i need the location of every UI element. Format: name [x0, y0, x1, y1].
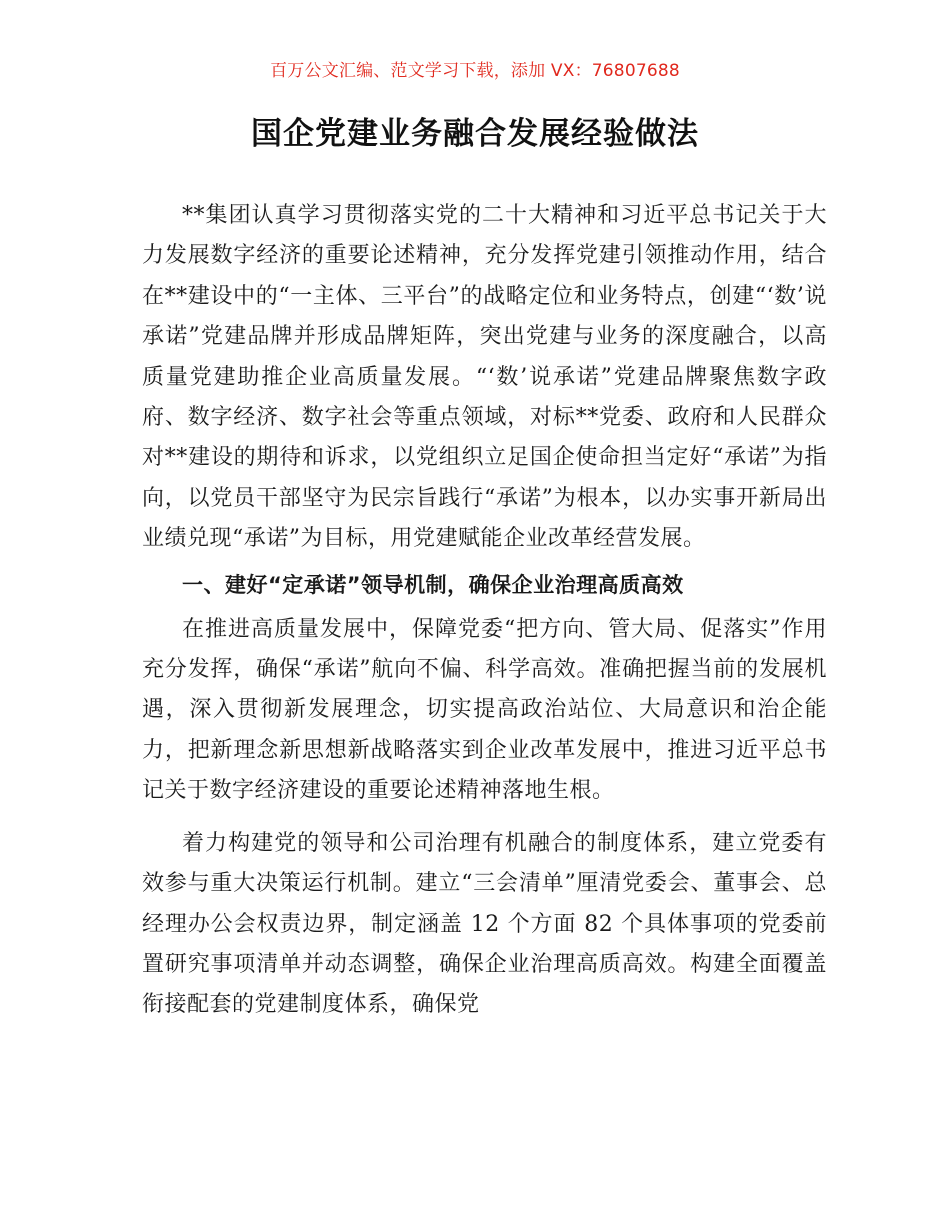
paragraph-intro: **集团认真学习贯彻落实党的二十大精神和习近平总书记关于大力发展数字经济的重要论述精神，充分发挥党建引领推动作用，结合在**建设中的“一主体、三平台”的战略定位和业务特点，创建“‘数’说承诺”党建品牌并形成品牌矩阵，突出党建与业务的深度融合，以高质量党建助推企业高质量发展。“‘数’说承诺”党建品牌聚焦数字政府、数字经济、数字社会等重点领域，对标**党委、政府和人民群众对**建设的期待和诉求，以党组织立足国企使命担当定好“承诺”为指向，以党员干部坚守为民宗旨践行“承诺”为根本，以办实事开新局出业绩兑现“承诺”为目标，用党建赋能企业改革经营发展。 — [142, 203, 827, 552]
paragraph-section1-a: 在推进高质量发展中，保障党委“把方向、管大局、促落实”作用充分发挥，确保“承诺”航向不偏、科学高效。准确把握当前的发展机遇，深入贯彻新发展理念，切实提高政治站位、大局意识和治企能力，把新理念新思想新战略落实到企业改革发展中，推进习近平总书记关于数字经济建设的重要论述精神落地生根。 — [142, 616, 827, 804]
document-title: 国企党建业务融合发展经验做法 — [251, 116, 699, 152]
document-body — [142, 196, 827, 1026]
section-heading-1: 一、建好“定承诺”领导机制，确保企业治理高质高效 — [182, 572, 684, 597]
promo-banner: 百万公文汇编、范文学习下载，添加 VX：76807688 — [270, 61, 680, 81]
paragraph-section1-b: 着力构建党的领导和公司治理有机融合的制度体系，建立党委有效参与重大决策运行机制。建立“三会清单”厘清党委会、董事会、总经理办公会权责边界，制定涵盖 12 个方面 82 个具体事项的党委前置研究事项清单并动态调整，确保企业治理高质高效。构建全面覆盖衔接配套的党建制度体系，确保党 — [142, 830, 827, 1018]
